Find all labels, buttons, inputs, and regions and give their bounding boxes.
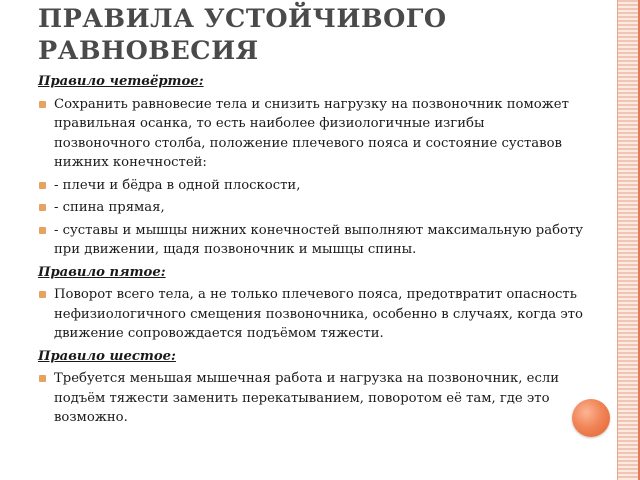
- rule-items: [38, 369, 583, 428]
- bullet-icon: [39, 375, 46, 382]
- rule-heading: Правило четвёртое:: [38, 74, 204, 89]
- rule-6: [38, 347, 583, 428]
- rule-items: [38, 285, 583, 344]
- bullet-icon: [39, 227, 46, 234]
- list-item-text: - плечи и бёдра в одной плоскости,: [54, 177, 301, 193]
- list-item: [38, 95, 583, 173]
- list-item-text: - спина прямая,: [54, 200, 165, 215]
- list-item-text: Поворот всего тела, а не только плечевого пояса, предотвратит опасность нефизиологичного смещения позвоночника, особенно в случаях, когда это движение сопровождается подъёмом тяжести.: [54, 287, 584, 341]
- list-item-text: - суставы и мышцы нижних конечностей выполняют максимальную работу при движении, щадя позвоночник и мышцы спины.: [54, 222, 584, 257]
- decorative-circle-icon: [572, 399, 610, 437]
- rule-heading: Правило шестое:: [38, 348, 176, 364]
- bullet-icon: [39, 182, 46, 189]
- list-item: [38, 285, 583, 344]
- list-item: [38, 369, 583, 428]
- list-item: [38, 221, 583, 260]
- rule-items: [38, 95, 583, 260]
- list-item-text: Требуется меньшая мышечная работа и нагрузка на позвоночник, если подъём тяжести заменить перекатыванием, поворотом её там, где это возможно.: [54, 371, 560, 425]
- decorative-stripe: [617, 0, 638, 480]
- rule-heading: Правило пятое:: [38, 264, 166, 280]
- list-item-text: Сохранить равновесие тела и снизить нагрузку на позвоночник поможет правильная осанка, то есть наиболее физиологичные изгибы позвоночного столба, положение плечевого пояса и состояние суставов нижних конечностей:: [54, 96, 569, 170]
- slide-content: [38, 72, 583, 431]
- bullet-icon: [39, 101, 46, 108]
- slide-title: ПРАВИЛА УСТОЙЧИВОГО РАВНОВЕСИЯ: [38, 4, 447, 66]
- list-item: [38, 176, 583, 196]
- bullet-icon: [39, 291, 46, 298]
- rule-4: [38, 72, 583, 260]
- list-item: [38, 198, 583, 218]
- rule-5: [38, 263, 583, 344]
- bullet-icon: [39, 204, 46, 211]
